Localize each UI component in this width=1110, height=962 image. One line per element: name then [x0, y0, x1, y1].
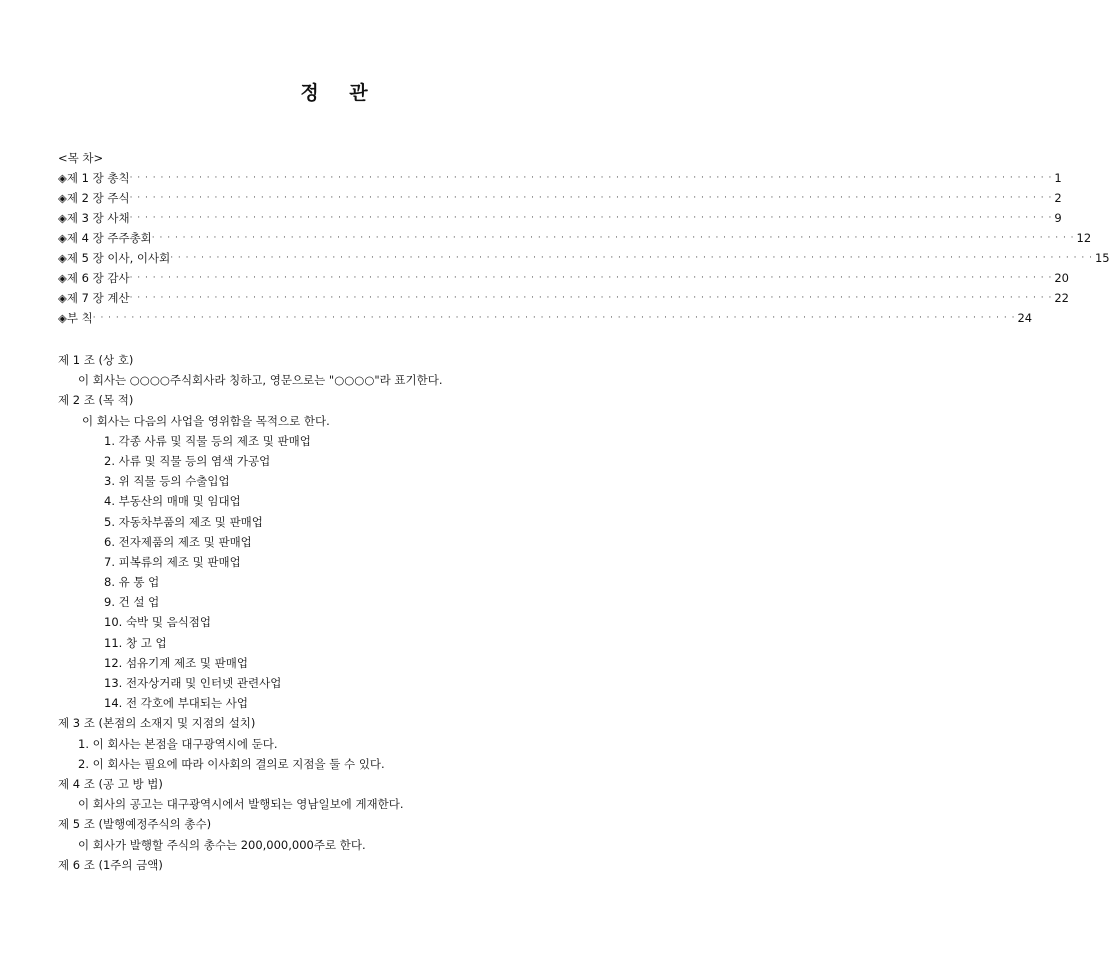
article-list-item: 2. 사류 및 직물 등의 염색 가공업 [104, 453, 271, 468]
toc-item-label: ◈제 4 장 주주총회 [58, 231, 152, 245]
toc-item-page: 2 [1054, 191, 1062, 205]
toc-item [58, 268, 1069, 288]
toc-item-label: ◈제 1 장 총칙 [58, 171, 130, 185]
toc-item-label: ◈부 칙 [58, 311, 93, 325]
toc-leader-dots: · · · · · · · · · · · · · · · · · · · · · · · · · · · · · · · · · · · · · · · · · · · · · · · · · · · · · · · · · · · · · · · · · · · · · · · · · · · · · · · · · · · · · · · · · · · · · · · · · · · · · · · · · · · · · · · · · · · · · · · · [170, 253, 1093, 263]
article-list-item: 4. 부동산의 매매 및 임대업 [104, 494, 241, 509]
article-list-item: 1. 이 회사는 본점을 대구광역시에 둔다. [78, 736, 278, 751]
toc-item-label: ◈제 2 장 주식 [58, 191, 130, 205]
toc-item [58, 208, 1062, 228]
toc-leader-dots: · · · · · · · · · · · · · · · · · · · · · · · · · · · · · · · · · · · · · · · · · · · · · · · · · · · · · · · · · · · · · · · · · · · · · · · · · · · · · · · · · · · · · · · · · · · · · · · · · · · · · · · · · · · · · · · · · · · · · · · · [129, 293, 1053, 303]
table-of-contents [58, 148, 1110, 328]
toc-item-page: 22 [1054, 291, 1069, 305]
article-list-item: 6. 전자제품의 제조 및 판매업 [104, 534, 252, 549]
article-heading: 제 2 조 (목 적) [58, 393, 134, 408]
article-heading: 제 1 조 (상 호) [58, 353, 134, 367]
article-list-item: 7. 피복류의 제조 및 판매업 [104, 554, 241, 569]
toc-leader-dots: · · · · · · · · · · · · · · · · · · · · · · · · · · · · · · · · · · · · · · · · · · · · · · · · · · · · · · · · · · · · · · · · · · · · · · · · · · · · · · · · · · · · · · · · · · · · · · · · · · · · · · · · · · · · · · · · · · · · · · · · [129, 193, 1053, 203]
toc-item-label: ◈제 3 장 사채 [58, 211, 130, 225]
toc-item [58, 168, 1062, 188]
toc-item-page: 9 [1054, 211, 1062, 225]
article-list-item: 13. 전자상거래 및 인터넷 관련사업 [104, 676, 282, 690]
articles-body [58, 350, 658, 875]
toc-leader-dots: · · · · · · · · · · · · · · · · · · · · · · · · · · · · · · · · · · · · · · · · · · · · · · · · · · · · · · · · · · · · · · · · · · · · · · · · · · · · · · · · · · · · · · · · · · · · · · · · · · · · · · · · · · · · · · · · · · · · · · · · [92, 313, 1016, 323]
toc-item [58, 228, 1092, 248]
toc-item-label: ◈제 6 장 감사 [58, 271, 130, 285]
article-list-item: 3. 위 직물 등의 수출입업 [104, 474, 230, 489]
article-list-item: 8. 유 통 업 [104, 575, 160, 590]
article-heading: 제 6 조 (1주의 금액) [58, 857, 163, 872]
toc-item [58, 288, 1069, 308]
article-list-item: 1. 각종 사류 및 직물 등의 제조 및 판매업 [104, 433, 311, 448]
article-text: 이 회사가 발행할 주식의 총수는 200,000,000주로 한다. [78, 837, 366, 852]
article-text: 이 회사는 ○○○○주식회사라 칭하고, 영문으로는 "○○○○"라 표기한다. [78, 373, 443, 388]
article-list-item: 5. 자동차부품의 제조 및 판매업 [104, 514, 263, 529]
toc-leader-dots: · · · · · · · · · · · · · · · · · · · · · · · · · · · · · · · · · · · · · · · · · · · · · · · · · · · · · · · · · · · · · · · · · · · · · · · · · · · · · · · · · · · · · · · · · · · · · · · · · · · · · · · · · · · · · · · · · · · · · · · · [129, 173, 1053, 183]
article-text: 이 회사는 다음의 사업을 영위함을 목적으로 한다. [82, 413, 330, 428]
toc-item-page: 15 [1094, 251, 1110, 265]
toc-item-page: 20 [1054, 271, 1069, 285]
toc-item-page: 24 [1017, 311, 1033, 325]
toc-leader-dots: · · · · · · · · · · · · · · · · · · · · · · · · · · · · · · · · · · · · · · · · · · · · · · · · · · · · · · · · · · · · · · · · · · · · · · · · · · · · · · · · · · · · · · · · · · · · · · · · · · · · · · · · · · · · · · · · · · · · · · · · [129, 213, 1053, 223]
toc-item-label: ◈제 5 장 이사, 이사회 [58, 251, 171, 265]
toc-item [58, 248, 1110, 268]
document-title: 정 관 [300, 82, 380, 104]
article-heading: 제 5 조 (발행예정주식의 총수) [58, 817, 212, 832]
toc-heading: <목 차> [58, 151, 104, 165]
article-heading: 제 3 조 (본점의 소재지 및 지점의 설치) [58, 716, 256, 731]
toc-item-page: 1 [1054, 171, 1062, 185]
article-list-item: 12. 섬유기계 제조 및 판매업 [104, 655, 248, 670]
toc-leader-dots: · · · · · · · · · · · · · · · · · · · · · · · · · · · · · · · · · · · · · · · · · · · · · · · · · · · · · · · · · · · · · · · · · · · · · · · · · · · · · · · · · · · · · · · · · · · · · · · · · · · · · · · · · · · · · · · · · · · · · · · · [129, 273, 1053, 283]
toc-item-page: 12 [1076, 231, 1092, 245]
article-list-item: 9. 건 설 업 [104, 595, 160, 610]
toc-item [58, 308, 1033, 328]
toc-item [58, 188, 1062, 208]
article-heading: 제 4 조 (공 고 방 법) [58, 776, 163, 791]
toc-leader-dots: · · · · · · · · · · · · · · · · · · · · · · · · · · · · · · · · · · · · · · · · · · · · · · · · · · · · · · · · · · · · · · · · · · · · · · · · · · · · · · · · · · · · · · · · · · · · · · · · · · · · · · · · · · · · · · · · · · · · · · · · [151, 233, 1075, 243]
article-text: 이 회사의 공고는 대구광역시에서 발행되는 영남일보에 게재한다. [78, 797, 404, 812]
article-list-item: 14. 전 각호에 부대되는 사업 [104, 696, 248, 711]
article-list-item: 10. 숙박 및 음식점업 [104, 615, 212, 630]
article-list-item: 2. 이 회사는 필요에 따라 이사회의 결의로 지점을 둘 수 있다. [78, 756, 385, 771]
toc-item-label: ◈제 7 장 계산 [58, 291, 130, 305]
article-list-item: 11. 창 고 업 [104, 635, 167, 650]
